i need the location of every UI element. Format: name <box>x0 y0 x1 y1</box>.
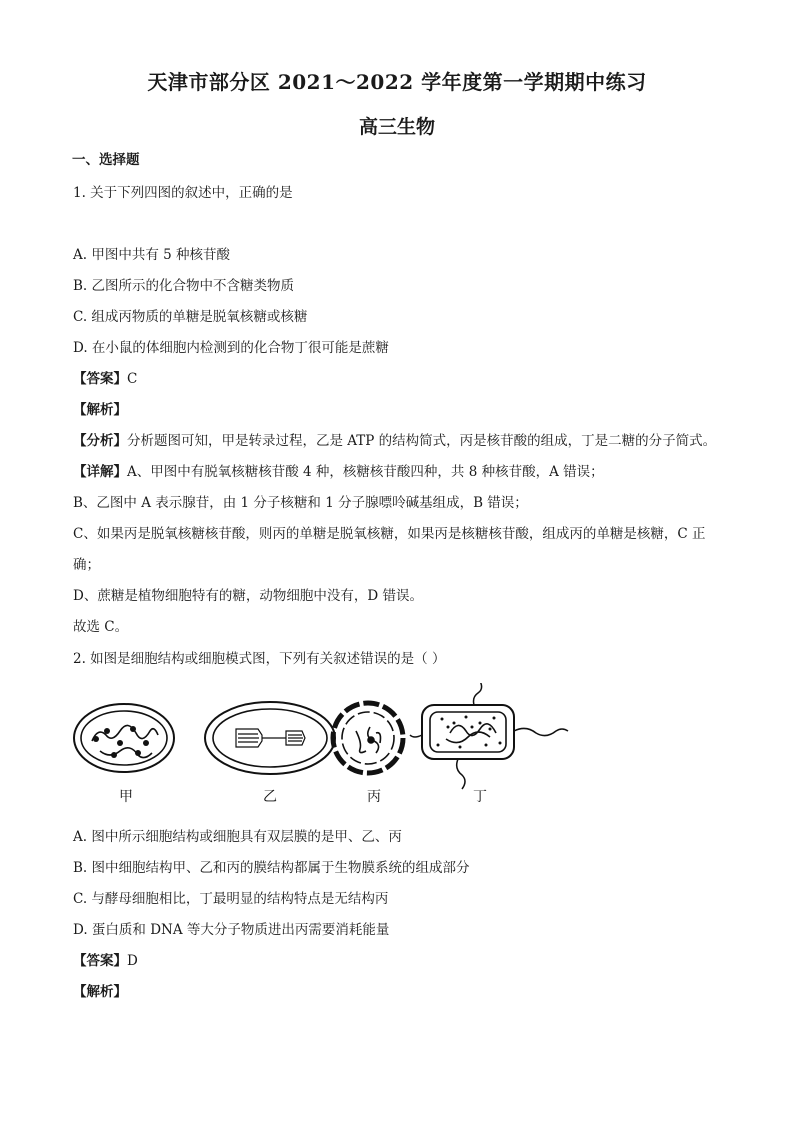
figure-label-ding: 丁 <box>473 789 487 805</box>
section-heading: 一、选择题 <box>72 152 140 168</box>
figure-jia-nucleus <box>74 704 174 772</box>
exam-subject: 高三生物 <box>358 116 435 138</box>
q2-option-b: B. 图中细胞结构甲、乙和丙的膜结构都属于生物膜系统的组成部分 <box>73 860 470 876</box>
q2-option-d: D. 蛋白质和 DNA 等大分子物质进出丙需要消耗能量 <box>73 922 390 938</box>
q1-detail-b: B、乙图中 A 表示腺苷，由 1 分子核糖和 1 分子腺嘌呤碱基组成，B 错误； <box>73 495 528 511</box>
q1-fenxi-line <box>73 431 716 451</box>
figure-ding-ribosome-dots <box>437 716 502 749</box>
q2-option-c: C. 与酵母细胞相比，丁最明显的结构特点是无结构丙 <box>73 891 389 907</box>
q1-detail-a: A、甲图中有脱氧核糖核苷酸 4 种，核糖核苷酸四种，共 8 种核苷酸，A 错误； <box>127 464 604 480</box>
q1-answer: C <box>127 371 138 387</box>
q1-answer-line <box>73 369 137 389</box>
q1-option-c: C. 组成丙物质的单糖是脱氧核糖或核糖 <box>73 309 308 325</box>
figure-yi-grana <box>236 729 305 747</box>
figure-label-jia: 甲 <box>119 789 133 805</box>
figure-bing-inner <box>342 712 394 764</box>
answer-tag: 【答案】 <box>73 371 127 387</box>
figure-ding-bacterium <box>410 683 568 789</box>
q2-answer-line <box>73 951 138 971</box>
q2-analysis-tag: 【解析】 <box>73 984 127 1000</box>
q1-option-a: A. 甲图中共有 5 种核苷酸 <box>73 247 231 263</box>
q1-stem: 1. 关于下列四图的叙述中，正确的是 <box>73 185 293 201</box>
q1-detail-c2: 确； <box>73 557 100 573</box>
q2-option-a: A. 图中所示细胞结构或细胞具有双层膜的是甲、乙、丙 <box>73 829 402 845</box>
q1-detail-c1: C、如果丙是脱氧核糖核苷酸，则丙的单糖是脱氧核糖，如果丙是核糖核苷酸，组成丙的单糖是核糖，C 正 <box>73 526 706 542</box>
xiangjie-tag: 【详解】 <box>73 464 127 480</box>
q1-option-d: D. 在小鼠的体细胞内检测到的化合物丁很可能是蔗糖 <box>73 340 389 356</box>
q1-fenxi: 分析题图可知，甲是转录过程，乙是 ATP 的结构简式，丙是核苷酸的组成，丁是二糖的分子简式。 <box>127 433 717 449</box>
q2-stem: 2. 如图是细胞结构或细胞模式图，下列有关叙述错误的是（ ） <box>73 651 446 667</box>
fenxi-tag: 【分析】 <box>73 433 127 449</box>
q1-xiangjie-line <box>73 462 604 482</box>
figure-label-yi: 乙 <box>263 789 277 805</box>
q2-figure <box>70 683 570 808</box>
q2-answer: D <box>127 953 138 969</box>
answer-tag: 【答案】 <box>73 953 127 969</box>
q1-option-b: B. 乙图所示的化合物中不含糖类物质 <box>73 278 295 294</box>
q1-conclusion: 故选 C。 <box>73 619 129 635</box>
q1-analysis-tag: 【解析】 <box>73 402 127 418</box>
figure-label-bing: 丙 <box>367 789 381 805</box>
q1-detail-d: D、蔗糖是植物细胞特有的糖，动物细胞中没有，D 错误。 <box>73 588 423 604</box>
exam-title: 天津市部分区 2021～2022 学年度第一学期期中练习 <box>147 70 647 94</box>
